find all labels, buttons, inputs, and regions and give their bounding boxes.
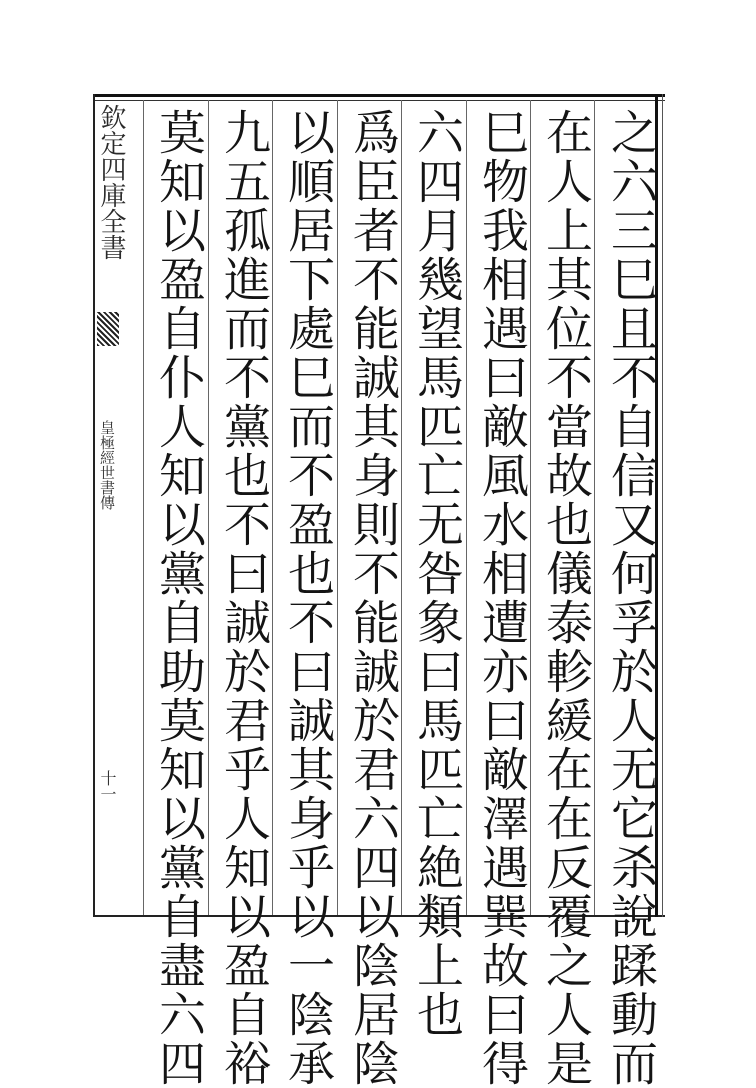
text-column-2: 在人上其位不當故也儀泰軫緩在在反覆之人是 [538,108,593,1088]
text-column-7: 九五孤進而不黨也不曰誠於君乎人知以盈自裕 [216,108,271,1088]
frame-left-border [93,94,95,917]
frame-right-inner-border [662,94,663,917]
text-column-5: 爲臣者不能誠其身則不能誠於君六四以陰居陰 [345,108,400,1088]
spine-title: 欽定四庫全書 [96,104,126,260]
column-rule [143,100,144,915]
text-column-8: 莫知以盈自仆人知以黨自助莫知以黨自盡六四 [151,108,206,1088]
text-column-1: 之六三巳且不自信又何孚於人无它杀說蹂動而 [603,108,658,1088]
fish-tail-mark [97,312,119,346]
spine-page-number: 十一 [98,770,117,802]
text-column-6: 以順居下處巳而不盈也不曰誠其身乎以一陰承 [280,108,335,1088]
text-column-3: 巳物我相遇曰敵風水相遭亦曰敵澤遇巽故曰得 [474,108,529,1088]
spine-subtitle: 皇極經世書傳 [98,420,116,510]
frame-top-border [95,94,665,97]
text-column-4: 六四月幾望馬匹亡无咎象曰馬匹亡絶類上也 [409,108,464,1039]
frame-top-inner-border [95,100,665,101]
